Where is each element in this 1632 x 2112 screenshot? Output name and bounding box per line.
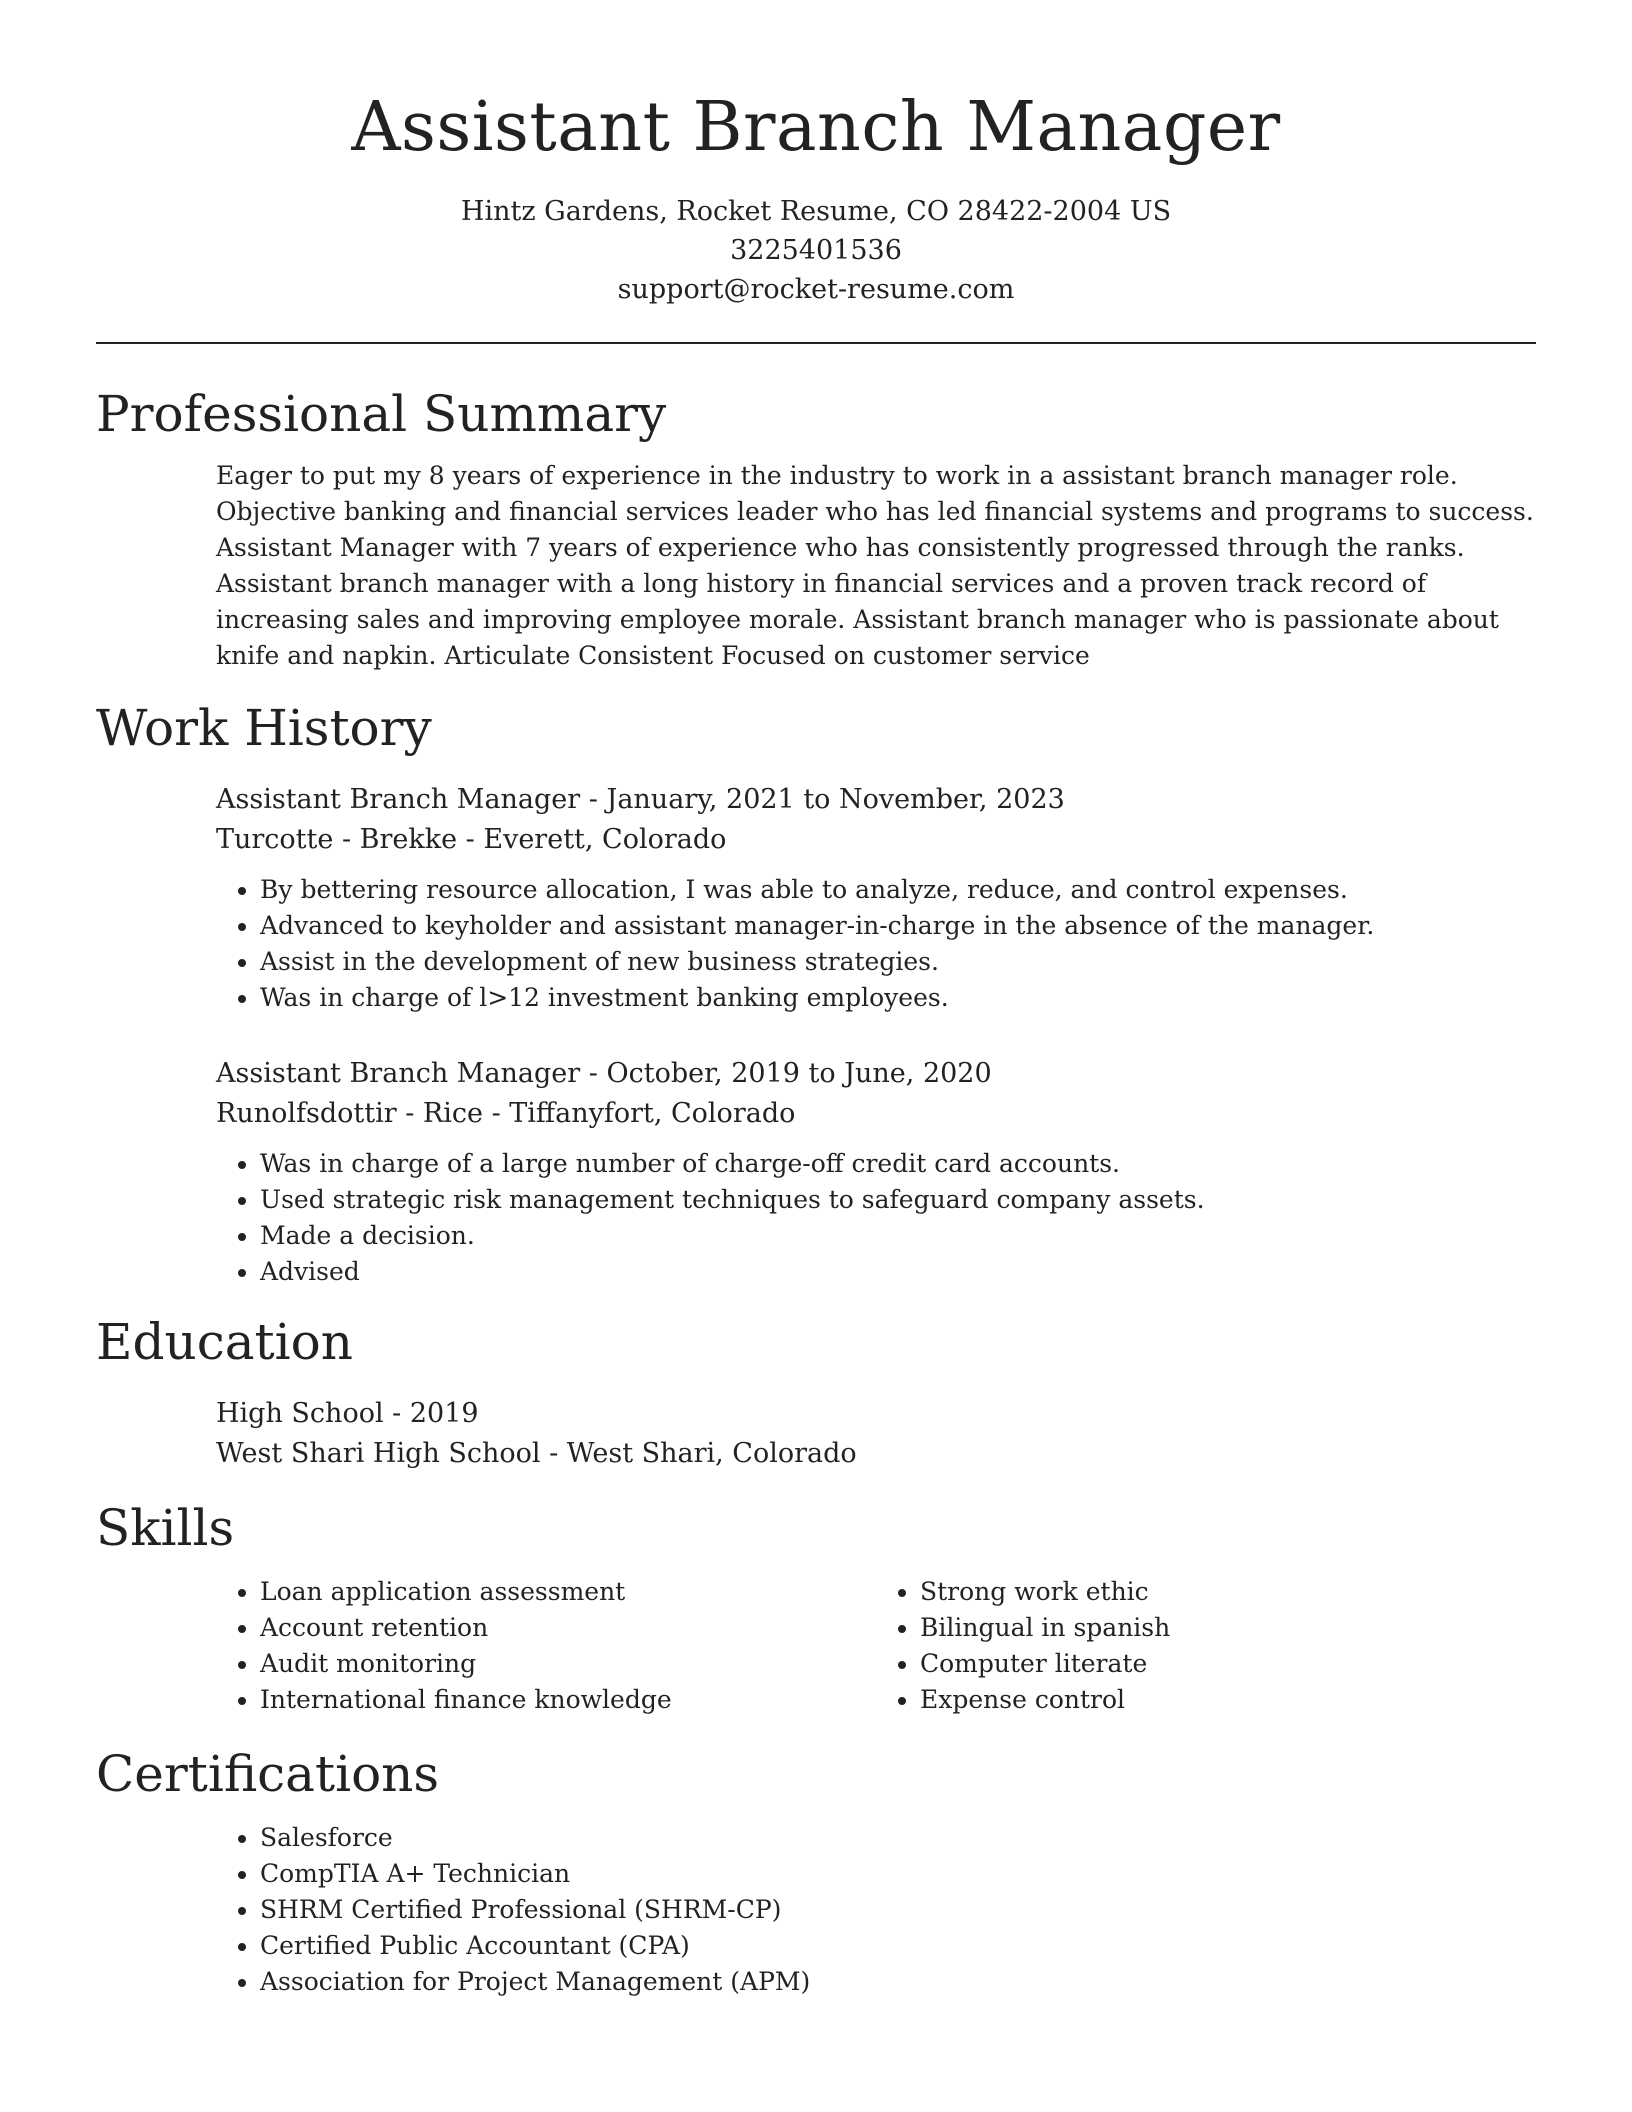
education-entry <box>216 1394 1536 1474</box>
skills-column-right <box>876 1574 1536 1718</box>
job-company: Turcotte - Brekke <box>216 824 458 855</box>
summary-text: Eager to put my 8 years of experience in the industry to work in a assistant branch manager role. Objective banking and financial services leader who has led financial systems and programs to success. Assistant Manager with 7 years of experience who has consistently progressed through the ranks. Assistant branch manager with a long history in financial services and a proven track record of increasing sales and improving employee morale. Assistant branch manager who is passionate about knife and napkin. Articulate Consistent Focused on customer service <box>216 461 1534 670</box>
job-bullet: • Assist in the development of new business strategies. <box>260 944 1536 980</box>
resume-header <box>96 0 1536 309</box>
section-title-education: Education <box>96 1313 353 1371</box>
job-bullet: • Was in charge of l>12 investment banking employees. <box>260 980 1536 1016</box>
resume-page <box>96 0 1536 2000</box>
job-company-line <box>216 820 1536 860</box>
certification-item: • Association for Project Management (APM) <box>260 1964 1536 2000</box>
contact-phone: 3225401536 <box>730 235 902 266</box>
job-entry <box>216 780 1536 1016</box>
job-bullets <box>216 872 1536 1016</box>
skill-item: • Computer literate <box>920 1646 1536 1682</box>
education-degree: High School <box>216 1398 384 1429</box>
education-year: - 2019 <box>383 1398 479 1429</box>
contact-address: Hintz Gardens, Rocket Resume, CO 28422-2004 US <box>460 196 1172 227</box>
skills-list <box>216 1574 1536 1718</box>
job-location: - Everett, Colorado <box>457 824 727 855</box>
contact-info <box>96 192 1536 309</box>
education-degree-line <box>216 1394 1536 1434</box>
job-role: Assistant Branch Manager <box>216 1058 581 1089</box>
education-location: - West Shari, Colorado <box>540 1438 857 1469</box>
section-title-work-history: Work History <box>96 699 432 757</box>
certification-item: • Certified Public Accountant (CPA) <box>260 1928 1536 1964</box>
skill-item: • Expense control <box>920 1682 1536 1718</box>
certification-bullets <box>216 1820 1536 2000</box>
header-divider <box>96 342 1536 344</box>
education-school: West Shari High School <box>216 1438 541 1469</box>
skills-column-left <box>216 1574 876 1718</box>
skill-item: • Audit monitoring <box>260 1646 876 1682</box>
job-bullet: • Was in charge of a large number of charge-off credit card accounts. <box>260 1146 1536 1182</box>
job-role-line <box>216 780 1536 820</box>
job-company: Runolfsdottir - Rice <box>216 1098 483 1129</box>
contact-email[interactable]: support@rocket-resume.com <box>617 274 1015 305</box>
section-title-skills: Skills <box>96 1499 235 1557</box>
job-bullet: • Made a decision. <box>260 1218 1536 1254</box>
job-dates: - January, 2021 to November, 2023 <box>580 784 1065 815</box>
section-title-summary: Professional Summary <box>96 385 667 443</box>
job-role-line <box>216 1054 1536 1094</box>
job-bullet: • Advised <box>260 1254 1536 1290</box>
skill-item: • Account retention <box>260 1610 876 1646</box>
job-bullet: • By bettering resource allocation, I was able to analyze, reduce, and control expenses. <box>260 872 1536 908</box>
skill-item: • Loan application assessment <box>260 1574 876 1610</box>
work-history-list <box>216 780 1536 1290</box>
job-bullet: • Used strategic risk management techniques to safeguard company assets. <box>260 1182 1536 1218</box>
certification-item: • SHRM Certified Professional (SHRM-CP) <box>260 1892 1536 1928</box>
skill-item: • Bilingual in spanish <box>920 1610 1536 1646</box>
job-bullet: • Advanced to keyholder and assistant manager-in-charge in the absence of the manager. <box>260 908 1536 944</box>
job-role: Assistant Branch Manager <box>216 784 581 815</box>
job-entry <box>216 1054 1536 1290</box>
job-bullets <box>216 1146 1536 1290</box>
candidate-title: Assistant Branch Manager <box>351 88 1281 167</box>
job-dates: - October, 2019 to June, 2020 <box>580 1058 992 1089</box>
education-school-line <box>216 1434 1536 1474</box>
skills-grid <box>216 1574 1536 1718</box>
certifications-list <box>216 1820 1536 2000</box>
section-title-certifications: Certifications <box>96 1745 440 1803</box>
certification-item: • Salesforce <box>260 1820 1536 1856</box>
job-company-line <box>216 1094 1536 1134</box>
skill-item: • Strong work ethic <box>920 1574 1536 1610</box>
skill-item: • International finance knowledge <box>260 1682 876 1718</box>
job-location: - Tiffanyfort, Colorado <box>482 1098 796 1129</box>
certification-item: • CompTIA A+ Technician <box>260 1856 1536 1892</box>
